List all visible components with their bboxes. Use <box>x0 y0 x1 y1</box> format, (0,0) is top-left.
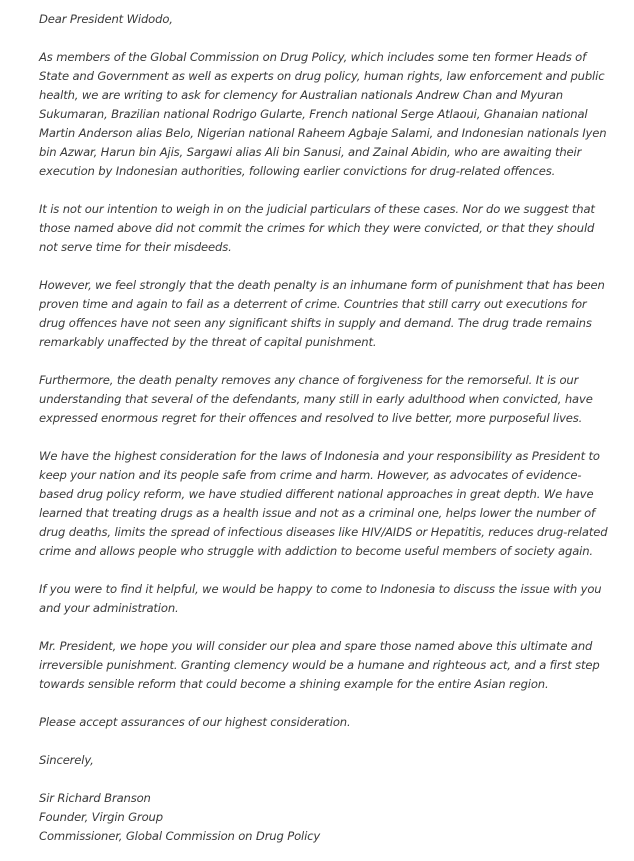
letter-paragraph-7: Mr. President, we hope you will consider our plea and spare those named above this ultimate and irreversible punishment. Granting clemency would be a humane and righteous act, and a first step towards sensible reform that could become a shining example for the entire Asian region. <box>39 639 600 691</box>
signature-block <box>39 789 614 846</box>
letter-paragraph-3: However, we feel strongly that the death penalty is an inhumane form of punishment that has been proven time and again to fail as a deterrent of crime. Countries that still carry out executions for drug offences have not seen any significant shifts in supply and demand. The drug trade remains remarkably unaffected by the threat of capital punishment. <box>39 278 605 349</box>
signature-title-commissioner: Commissioner, Global Commission on Drug Policy <box>39 829 321 843</box>
letter-paragraph-1: As members of the Global Commission on Drug Policy, which includes some ten former Heads of State and Government as well as experts on drug policy, human rights, law enforcement and public health, we are writing to ask for clemency for Australian nationals Andrew Chan and Myuran Sukumaran, Brazilian national Rodrigo Gularte, French national Serge Atlaoui, Ghanaian national Martin Anderson alias Belo, Nigerian national Raheem Agbaje Salami, and Indonesian nationals Iyen bin Azwar, Harun bin Ajis, Sargawi alias Ali bin Sanusi, and Zainal Abidin, who are awaiting their execution by Indonesian authorities, following earlier convictions for drug-related offences. <box>39 50 607 178</box>
signature-name: Sir Richard Branson <box>39 791 151 805</box>
letter-paragraph-8: Please accept assurances of our highest consideration. <box>39 715 351 729</box>
letter-closing: Sincerely, <box>39 753 94 767</box>
letter-paragraph-4: Furthermore, the death penalty removes any chance of forgiveness for the remorseful. It is our understanding that several of the defendants, many still in early adulthood when convicted, have expressed enormous regret for their offences and resolved to live better, more purposeful lives. <box>39 373 593 425</box>
signature-title-founder: Founder, Virgin Group <box>39 810 163 824</box>
letter-paragraph-2: It is not our intention to weigh in on the judicial particulars of these cases. Nor do we suggest that those named above did not commit the crimes for which they were convicted, or that they should not serve time for their misdeeds. <box>39 202 595 254</box>
letter-salutation: Dear President Widodo, <box>39 12 173 26</box>
letter-paragraph-6: If you were to find it helpful, we would be happy to come to Indonesia to discuss the issue with you and your administration. <box>39 582 602 615</box>
letter-paragraph-5: We have the highest consideration for the laws of Indonesia and your responsibility as President to keep your nation and its people safe from crime and harm. However, as advocates of evidence-based drug policy reform, we have studied different national approaches in great depth. We have learned that treating drugs as a health issue and not as a criminal one, helps lower the number of drug deaths, limits the spread of infectious diseases like HIV/AIDS or Hepatitis, reduces drug-related crime and allows people who struggle with addiction to become useful members of society again. <box>39 449 608 558</box>
